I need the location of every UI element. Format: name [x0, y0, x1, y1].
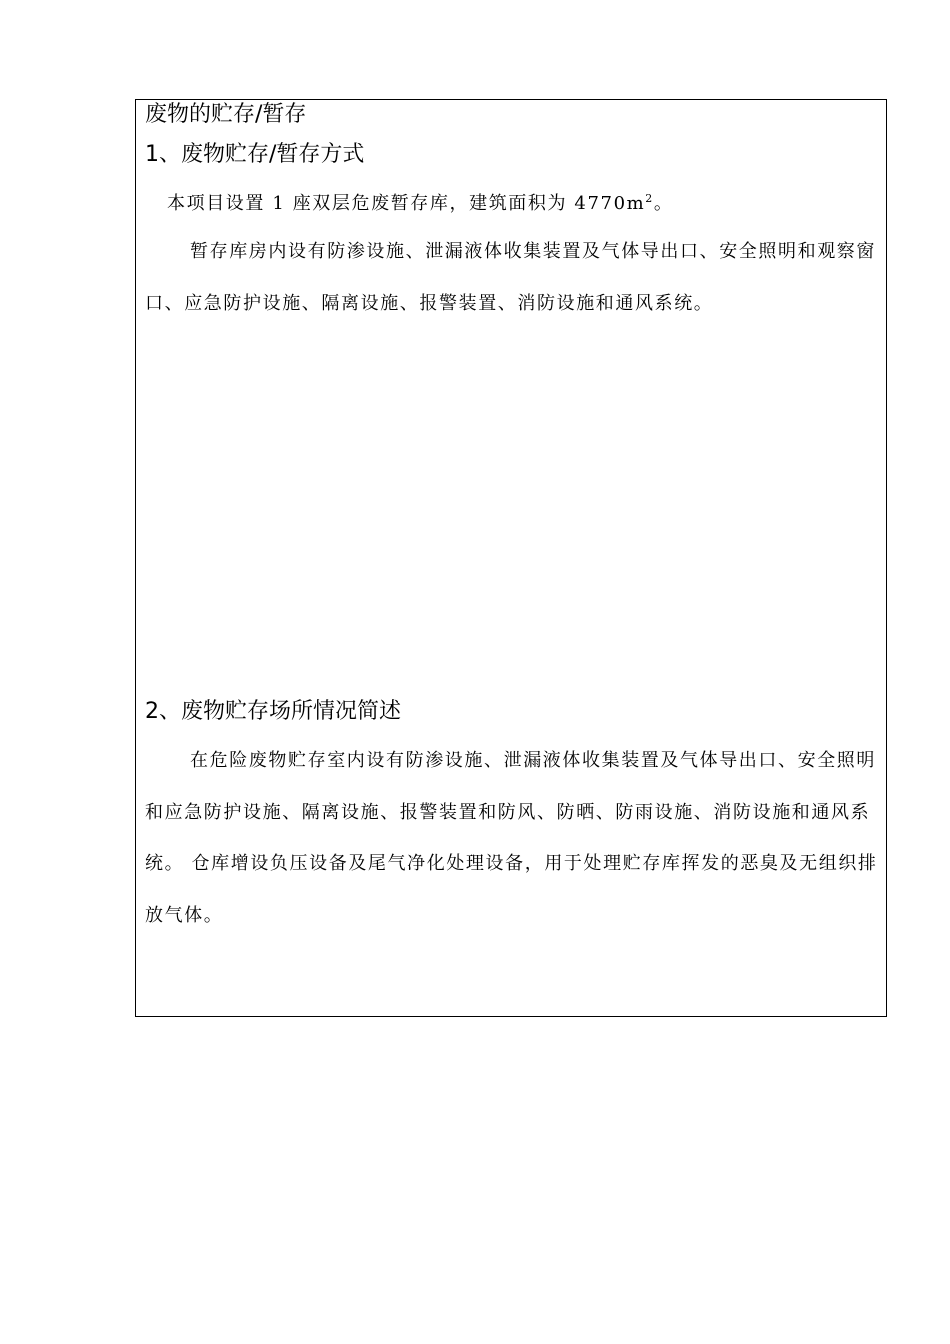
document-frame — [135, 99, 887, 1017]
part2-heading: 2、废物贮存场所情况简述 — [145, 699, 401, 724]
part1-heading: 1、废物贮存/暂存方式 — [145, 142, 365, 167]
area-unit-superscript: 2 — [645, 192, 654, 205]
section-title: 废物的贮存/暂存 — [145, 102, 307, 127]
part1-paragraph-facilities: 暂存库房内设有防渗设施、泄漏液体收集装置及气体导出口、安全照明和观察窗口、应急防护设施、隔离设施、报警装置、消防设施和通风系统。 — [145, 241, 876, 314]
part2-paragraph: 在危险废物贮存室内设有防渗设施、泄漏液体收集装置及气体导出口、安全照明和应急防护设施、隔离设施、报警装置和防风、防晒、防雨设施、消防设施和通风系统。 仓库增设负压设备及尾气净化处理设备，用于处理贮存库挥发的恶臭及无组织排放气体。 — [145, 750, 878, 926]
part1-paragraph-area — [145, 178, 879, 230]
area-text-end: 。 — [653, 193, 674, 214]
area-text: 本项目设置 1 座双层危废暂存库，建筑面积为 4770m — [167, 193, 646, 214]
